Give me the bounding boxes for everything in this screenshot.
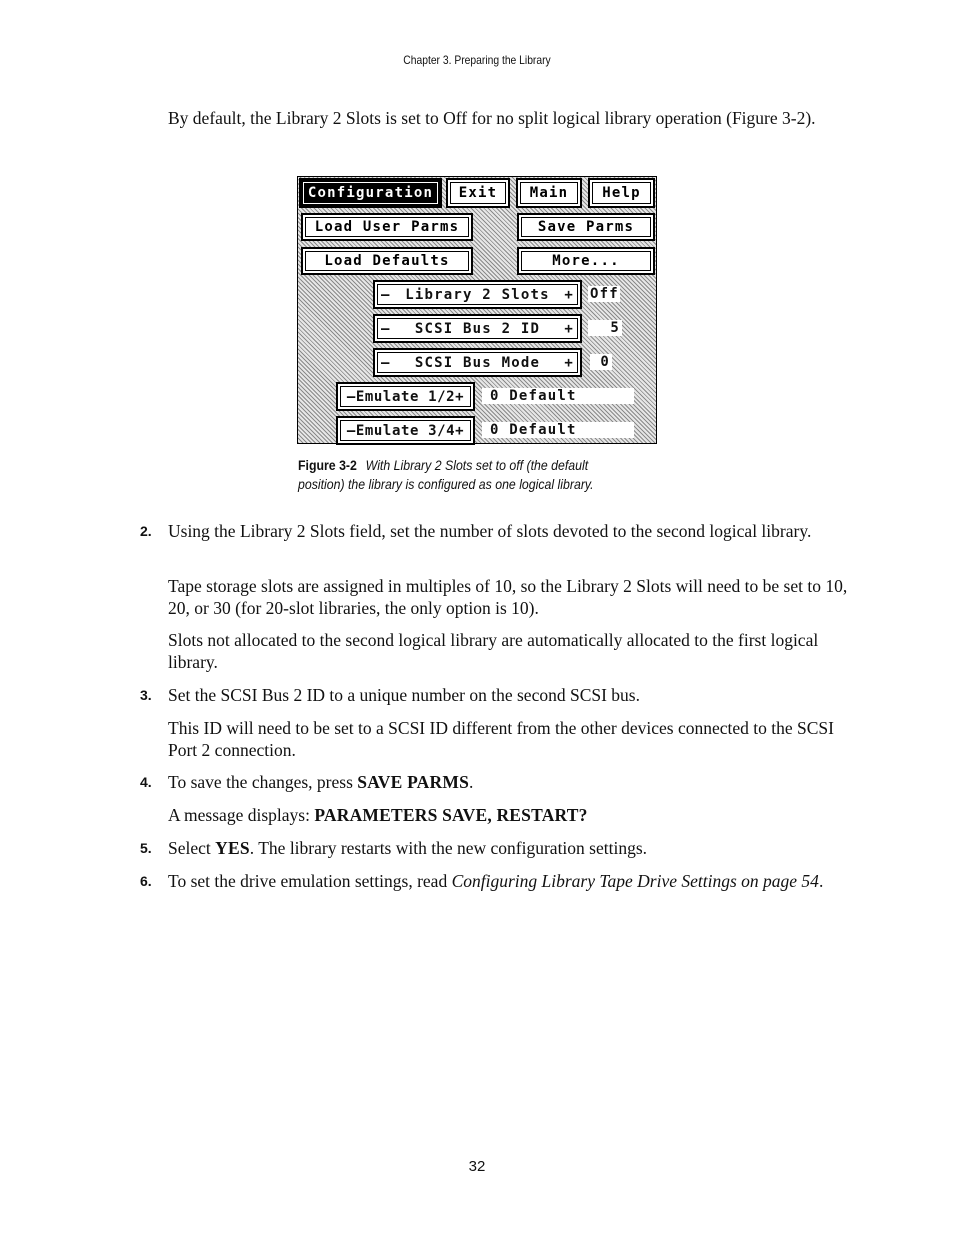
step-number: 6. <box>140 873 152 889</box>
scsi-bus-mode-decrement[interactable]: – <box>381 354 391 371</box>
step-4-message <box>168 804 848 826</box>
tab-exit[interactable]: Exit <box>446 178 510 208</box>
emulate-3-4-field[interactable]: –Emulate 3/4+ <box>336 416 475 445</box>
tab-configuration[interactable]: Configuration <box>299 178 442 208</box>
step-6-pre: To set the drive emulation settings, read <box>168 871 452 891</box>
library-2-slots-field[interactable] <box>373 280 582 309</box>
step-3-text: Set the SCSI Bus 2 ID to a unique number on the second SCSI bus. <box>168 685 640 705</box>
page-number: 32 <box>468 1158 486 1175</box>
running-header: Chapter 3. Preparing the Library <box>403 53 551 67</box>
scsi-bus-mode-value: 0 <box>590 354 612 370</box>
save-parms-button[interactable]: Save Parms <box>517 213 655 241</box>
emulate-1-2-value: 0 Default <box>482 388 634 404</box>
step-number: 5. <box>140 840 152 856</box>
step-4-pre: To save the changes, press <box>168 772 358 792</box>
message-pre: A message displays: <box>168 805 315 825</box>
step-number: 3. <box>140 687 152 703</box>
figure-label: Figure 3-2 <box>298 457 357 473</box>
step-number: 4. <box>140 774 152 790</box>
step-3-note: This ID will need to be set to a SCSI ID different from the other devices connected to the SCSI Port 2 connection. <box>168 718 834 760</box>
library-2-slots-value: Off <box>590 286 619 302</box>
scsi-bus-mode-field[interactable] <box>373 348 582 377</box>
scsi-bus-mode-increment[interactable]: + <box>564 354 574 371</box>
tab-help[interactable]: Help <box>588 178 655 208</box>
save-parms-key: SAVE PARMS <box>357 772 469 792</box>
restart-message: PARAMETERS SAVE, RESTART? <box>314 805 588 825</box>
scsi-bus-mode-label: SCSI Bus Mode <box>414 354 541 371</box>
scsi-bus-2-id-increment[interactable]: + <box>564 320 574 337</box>
step-5-text <box>168 837 848 859</box>
scsi-bus-2-id-label: SCSI Bus 2 ID <box>414 320 541 337</box>
more-button[interactable]: More... <box>517 247 655 275</box>
intro-paragraph: By default, the Library 2 Slots is set to Off for no split logical library operation (Figure 3-2). <box>168 108 816 128</box>
emulate-1-2-field[interactable]: –Emulate 1/2+ <box>336 382 475 411</box>
step-2-text: Using the Library 2 Slots field, set the number of slots devoted to the second logical library. <box>168 521 812 541</box>
step-5-post: . The library restarts with the new configuration settings. <box>249 838 648 858</box>
figure-caption-text: With Library 2 Slots set to off (the default position) the library is configured as one logical library. <box>298 457 594 492</box>
step-4-post: . <box>469 772 474 792</box>
step-5-pre: Select <box>168 838 216 858</box>
library-2-slots-decrement[interactable]: – <box>381 286 391 303</box>
scsi-bus-2-id-field[interactable] <box>373 314 582 343</box>
figure-caption <box>298 456 632 494</box>
step-2-note-multiples: Tape storage slots are assigned in multiples of 10, so the Library 2 Slots will need to be set to 10, 20, or 30 (for 20-slot libraries, the only option is 10). <box>168 576 848 618</box>
step-number: 2. <box>140 523 152 539</box>
load-defaults-button[interactable]: Load Defaults <box>301 247 473 275</box>
library-2-slots-label: Library 2 Slots <box>405 286 550 303</box>
library-2-slots-increment[interactable]: + <box>564 286 574 303</box>
scsi-bus-2-id-decrement[interactable]: – <box>381 320 391 337</box>
emulate-3-4-value: 0 Default <box>482 422 634 438</box>
yes-key: YES <box>215 838 250 858</box>
scsi-bus-2-id-value: 5 <box>588 320 622 336</box>
step-4-text <box>168 771 848 793</box>
step-6-post: . <box>818 871 824 891</box>
step-6-text <box>168 870 848 892</box>
cross-reference-link[interactable]: Configuring Library Tape Drive Settings on page 54 <box>451 871 819 891</box>
configuration-screen <box>297 176 657 444</box>
step-2-note-allocation: Slots not allocated to the second logical library are automatically allocated to the first logical library. <box>168 630 819 672</box>
load-user-parms-button[interactable]: Load User Parms <box>301 213 473 241</box>
tab-main[interactable]: Main <box>516 178 582 208</box>
